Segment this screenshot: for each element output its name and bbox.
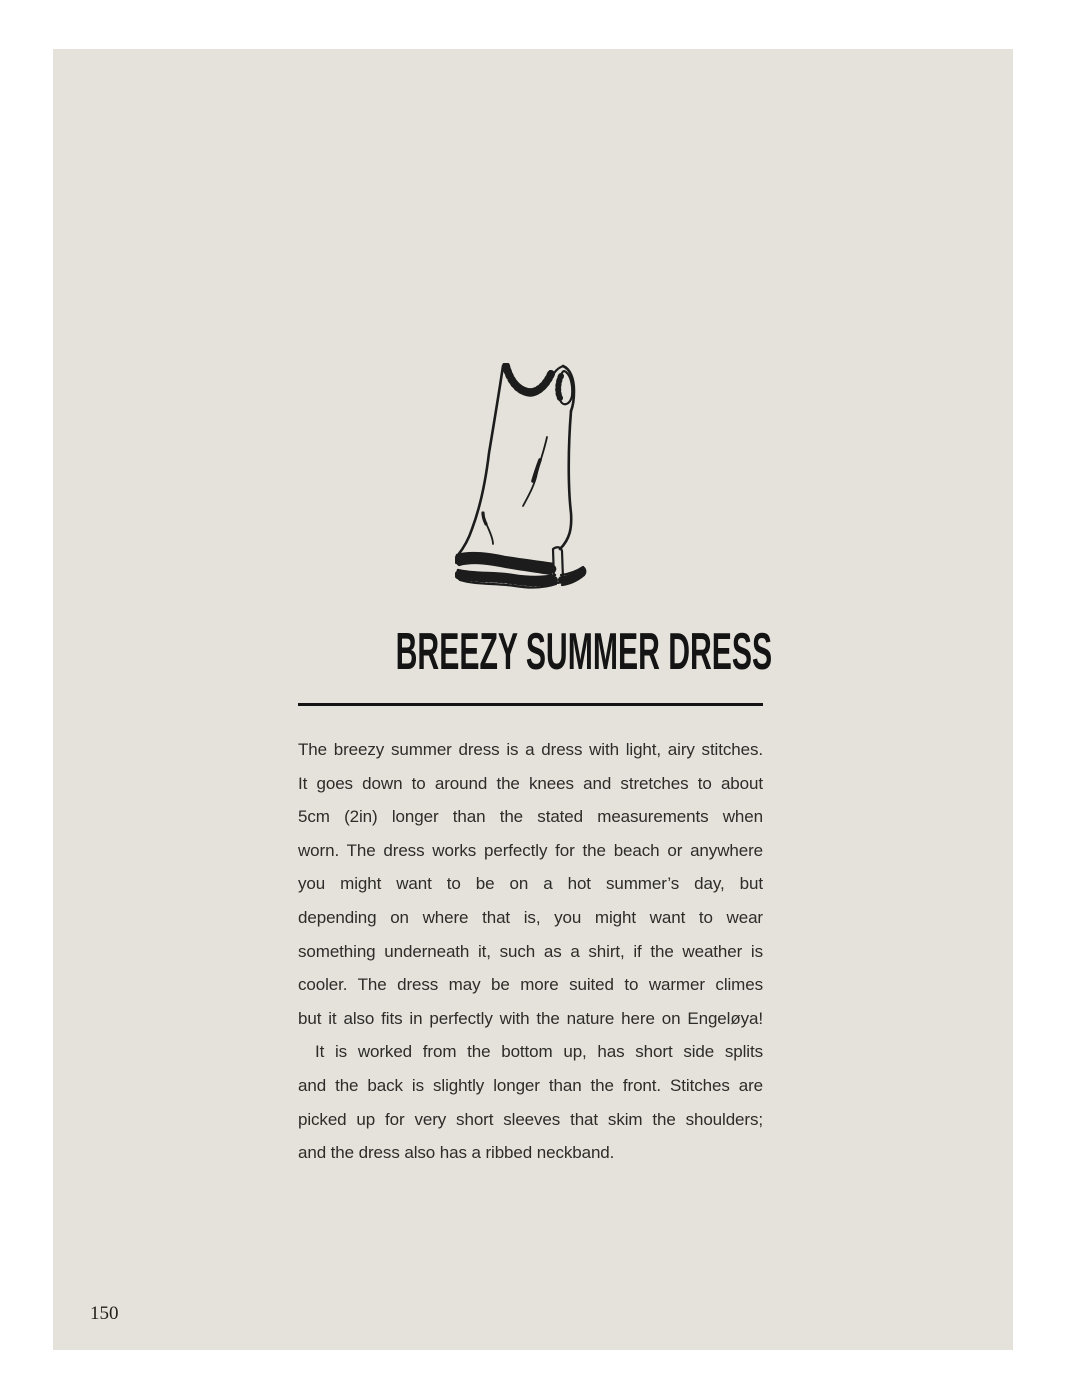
body-line: something underneath it, such as a shirt, if the weather is (298, 941, 763, 961)
body-line: cooler. The dress may be more suited to warmer climes (298, 975, 763, 995)
chapter-title: BREEZY SUMMER DRESS (395, 623, 773, 681)
body-line: The breezy summer dress is a dress with light, airy stitches. (298, 740, 763, 759)
fabric-creases (483, 437, 547, 544)
body-line: you might want to be on a hot summer’s day, but (298, 874, 763, 894)
body-line: 5cm (2in) longer than the stated measurements when (298, 807, 763, 827)
body-line: but it also fits in perfectly with the nature here on Engeløya! (298, 1008, 763, 1028)
body-line: depending on where that is, you might want to wear (298, 907, 763, 927)
body-line: and the back is slightly longer than the front. Stitches are (298, 1075, 763, 1095)
body-line: It is worked from the bottom up, has short side splits (315, 1042, 763, 1062)
body-line: and the dress also has a ribbed neckband. (298, 1143, 615, 1163)
paper-sheet (53, 49, 1013, 1350)
dress-body-outline (458, 366, 571, 555)
dress-sketch-illustration (455, 363, 590, 595)
body-line: picked up for very short sleeves that skim the shoulders; (298, 1109, 763, 1129)
body-line: worn. The dress works perfectly for the beach or anywhere (298, 840, 763, 860)
dress-armhole (558, 366, 574, 411)
title-underline (298, 703, 763, 706)
body-text (298, 733, 763, 1170)
page-number: 150 (90, 1303, 119, 1324)
paragraph (298, 1035, 763, 1169)
body-line: It goes down to around the knees and stretches to about (298, 773, 763, 793)
dress-neckband (505, 365, 563, 396)
paragraph (298, 733, 763, 1035)
